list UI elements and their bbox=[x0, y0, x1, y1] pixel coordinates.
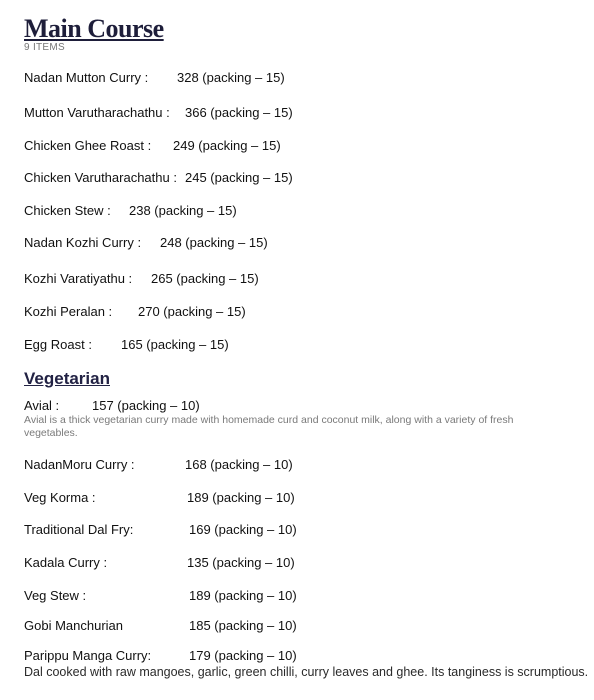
menu-item-name: Veg Korma : bbox=[24, 490, 96, 505]
menu-item-description: Dal cooked with raw mangoes, garlic, green chilli, curry leaves and ghee. Its tanginess is scrumptious. bbox=[24, 665, 589, 679]
menu-item-name: Kozhi Varatiyathu : bbox=[24, 271, 133, 286]
menu-item-name: Chicken Varutharachathu : bbox=[24, 170, 177, 185]
main-course-heading: Main Course bbox=[24, 14, 164, 43]
menu-item-price: 165 (packing – 15) bbox=[121, 337, 229, 352]
menu-item-price: 265 (packing – 15) bbox=[151, 271, 259, 286]
menu-item-price: 249 (packing – 15) bbox=[173, 138, 281, 153]
menu-item-price: 157 (packing – 10) bbox=[92, 398, 200, 413]
menu-item-price: 168 (packing – 10) bbox=[185, 457, 293, 472]
menu-item-name: Nadan Mutton Curry : bbox=[24, 70, 149, 85]
menu-item-price: 189 (packing – 10) bbox=[187, 490, 295, 505]
menu-item-name: Veg Stew : bbox=[24, 588, 87, 603]
menu-item-name: Avial : bbox=[24, 398, 60, 413]
menu-item-name: Gobi Manchurian bbox=[24, 618, 123, 633]
menu-item-price: 270 (packing – 15) bbox=[138, 304, 246, 319]
menu-item-price: 328 (packing – 15) bbox=[177, 70, 285, 85]
menu-item-price: 185 (packing – 10) bbox=[189, 618, 297, 633]
menu-item-name: Parippu Manga Curry: bbox=[24, 648, 152, 663]
menu-item-price: 169 (packing – 10) bbox=[189, 522, 297, 537]
menu-item-name: NadanMoru Curry : bbox=[24, 457, 135, 472]
menu-item-description: Avial is a thick vegetarian curry made with homemade curd and coconut milk, along with a variety of fresh vegetables. bbox=[24, 414, 514, 439]
menu-item-name: Chicken Ghee Roast : bbox=[24, 138, 152, 153]
menu-item-price: 245 (packing – 15) bbox=[185, 170, 293, 185]
menu-item-name: Nadan Kozhi Curry : bbox=[24, 235, 142, 250]
vegetarian-heading: Vegetarian bbox=[24, 369, 110, 388]
menu-item-name: Mutton Varutharachathu : bbox=[24, 105, 170, 120]
menu-item-name: Egg Roast : bbox=[24, 337, 92, 352]
menu-item-name: Kadala Curry : bbox=[24, 555, 108, 570]
menu-item-price: 366 (packing – 15) bbox=[185, 105, 293, 120]
menu-item-price: 189 (packing – 10) bbox=[189, 588, 297, 603]
menu-item-price: 238 (packing – 15) bbox=[129, 203, 237, 218]
menu-item-name: Kozhi Peralan : bbox=[24, 304, 113, 319]
menu-item-name: Chicken Stew : bbox=[24, 203, 111, 218]
menu-item-price: 248 (packing – 15) bbox=[160, 235, 268, 250]
menu-item-name: Traditional Dal Fry: bbox=[24, 522, 134, 537]
menu-item-price: 179 (packing – 10) bbox=[189, 648, 297, 663]
menu-item-price: 135 (packing – 10) bbox=[187, 555, 295, 570]
main-course-item-count: 9 ITEMS bbox=[24, 42, 65, 53]
